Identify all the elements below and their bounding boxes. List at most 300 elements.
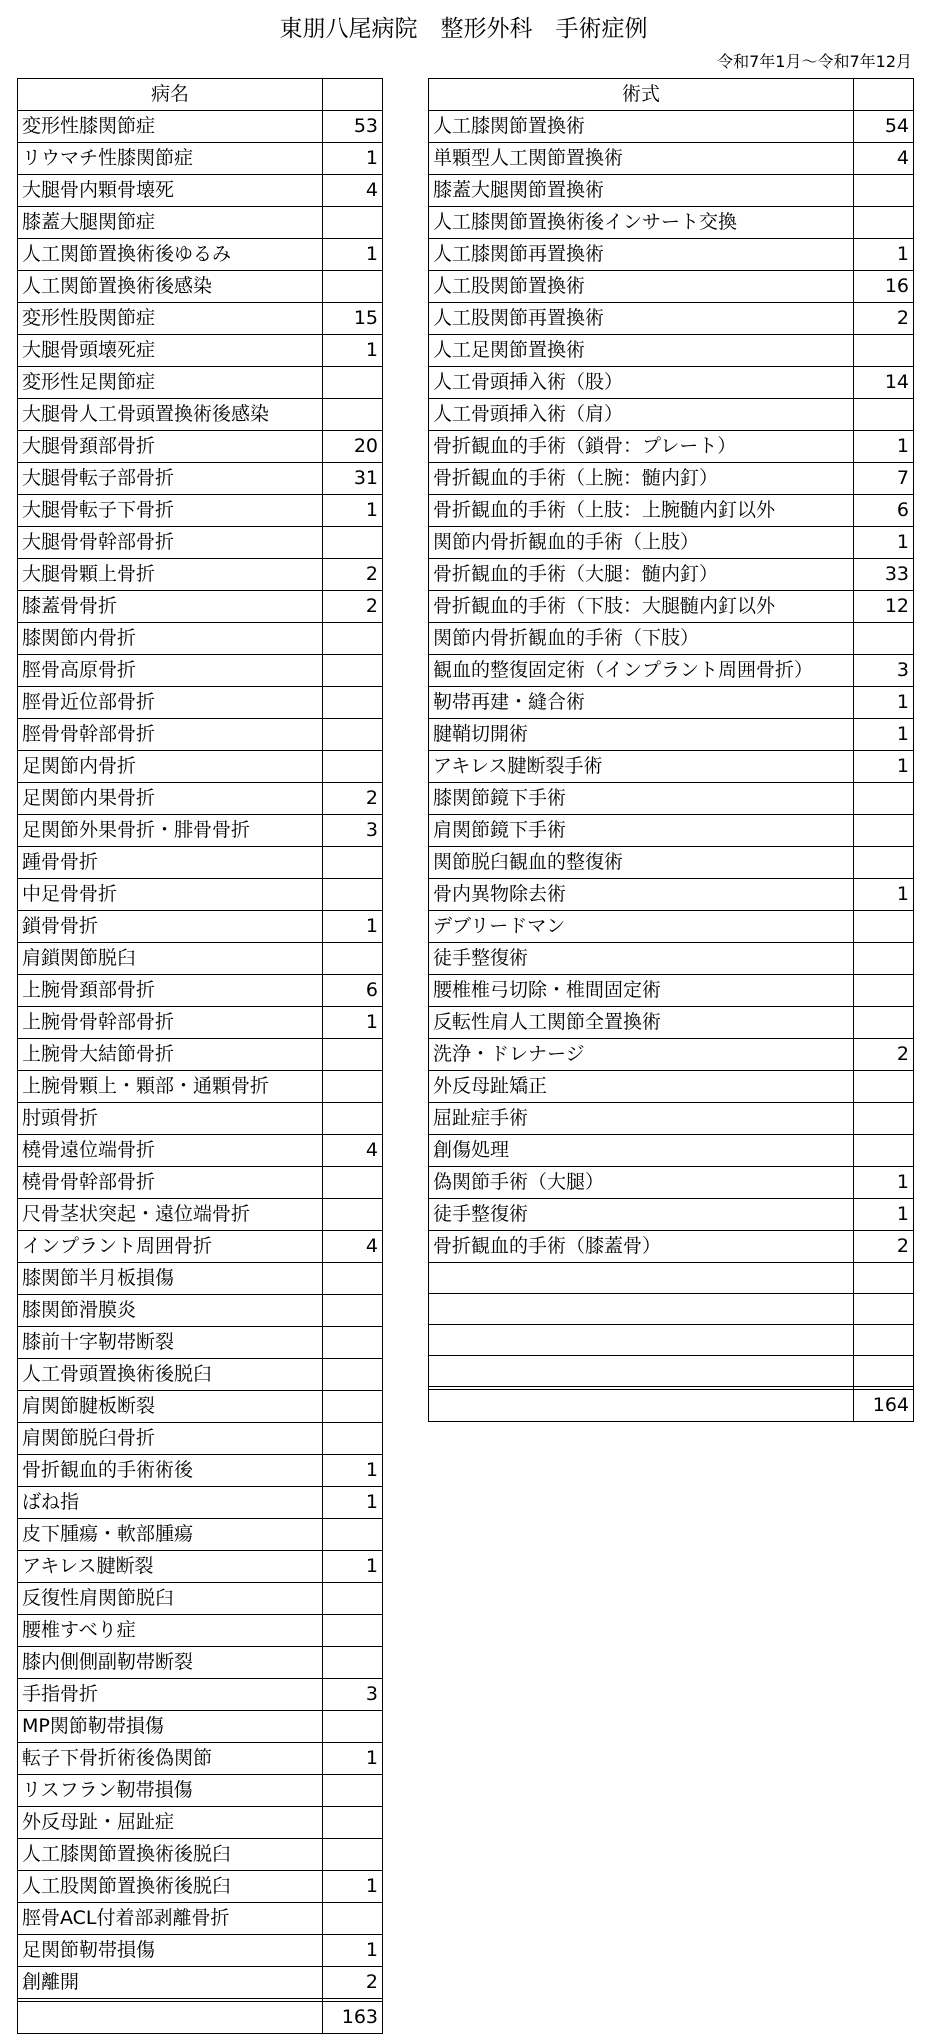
row-count-cell	[854, 1071, 914, 1103]
row-name-cell: 人工膝関節再置換術	[429, 239, 854, 271]
row-name-cell: 単顆型人工関節置換術	[429, 143, 854, 175]
row-name-cell: 人工膝関節置換術後インサート交換	[429, 207, 854, 239]
diagnosis-row	[18, 367, 383, 399]
total-label-cell	[429, 1390, 854, 1422]
diagnosis-row	[18, 1103, 383, 1135]
row-name-cell: 膝前十字靭帯断裂	[18, 1327, 323, 1359]
diagnosis-row	[18, 687, 383, 719]
row-count-cell	[323, 719, 383, 751]
row-name-cell: 膝関節内骨折	[18, 623, 323, 655]
row-count-cell: 54	[854, 111, 914, 143]
row-count-cell: 3	[323, 1679, 383, 1711]
row-count-cell	[323, 655, 383, 687]
diagnosis-row	[18, 1487, 383, 1519]
diagnosis-row	[18, 1327, 383, 1359]
row-count-cell	[323, 1295, 383, 1327]
row-count-cell	[323, 1327, 383, 1359]
row-name-cell: 人工骨頭挿入術（肩）	[429, 399, 854, 431]
procedure-row	[429, 1071, 914, 1103]
diagnosis-row	[18, 1135, 383, 1167]
procedure-row	[429, 911, 914, 943]
diagnosis-row	[18, 335, 383, 367]
row-count-cell: 53	[323, 111, 383, 143]
row-name-cell: アキレス腱断裂手術	[429, 751, 854, 783]
row-name-cell: 腰椎椎弓切除・椎間固定術	[429, 975, 854, 1007]
row-count-cell	[323, 1519, 383, 1551]
row-name-cell: 人工関節置換術後ゆるみ	[18, 239, 323, 271]
procedure-row	[429, 943, 914, 975]
row-count-cell	[323, 1583, 383, 1615]
diagnosis-row	[18, 879, 383, 911]
row-name-cell: 足関節内骨折	[18, 751, 323, 783]
diagnosis-row	[18, 943, 383, 975]
count-header	[854, 79, 914, 111]
diagnosis-row	[18, 271, 383, 303]
row-count-cell: 3	[323, 815, 383, 847]
row-name-cell: 大腿骨頭壊死症	[18, 335, 323, 367]
row-count-cell: 6	[323, 975, 383, 1007]
diagnosis-row	[18, 975, 383, 1007]
row-count-cell: 4	[854, 143, 914, 175]
row-count-cell	[323, 1039, 383, 1071]
row-count-cell	[323, 751, 383, 783]
row-count-cell: 1	[323, 335, 383, 367]
procedure-row	[429, 1167, 914, 1199]
row-name-cell: リスフラン靭帯損傷	[18, 1775, 323, 1807]
diagnosis-row	[18, 111, 383, 143]
row-name-cell: 骨折観血的手術（大腿：髄内釘）	[429, 559, 854, 591]
diagnosis-row	[18, 1007, 383, 1039]
procedure-header: 術式	[429, 79, 854, 111]
row-count-cell: 2	[854, 1039, 914, 1071]
procedure-row	[429, 879, 914, 911]
row-name-cell: 骨折観血的手術（下肢：大腿髄内釘以外	[429, 591, 854, 623]
procedure-row	[429, 751, 914, 783]
row-count-cell: 2	[323, 559, 383, 591]
row-count-cell	[323, 1807, 383, 1839]
diagnosis-row	[18, 1743, 383, 1775]
row-name-cell: 大腿骨転子下骨折	[18, 495, 323, 527]
procedure-row	[429, 655, 914, 687]
diagnosis-row	[18, 1871, 383, 1903]
diagnosis-row	[18, 1519, 383, 1551]
row-name-cell	[429, 1325, 854, 1356]
row-name-cell: 関節内骨折観血的手術（上肢）	[429, 527, 854, 559]
row-count-cell	[854, 1007, 914, 1039]
row-count-cell: 31	[323, 463, 383, 495]
procedure-row	[429, 367, 914, 399]
row-count-cell	[323, 1391, 383, 1423]
row-name-cell: 創傷処理	[429, 1135, 854, 1167]
row-count-cell	[323, 879, 383, 911]
row-name-cell: 脛骨骨幹部骨折	[18, 719, 323, 751]
total-count-cell: 163	[323, 2002, 383, 2034]
procedure-row	[429, 1103, 914, 1135]
procedure-row	[429, 783, 914, 815]
row-count-cell: 1	[854, 239, 914, 271]
row-count-cell	[854, 1356, 914, 1387]
row-name-cell: 観血的整復固定術（インプラント周囲骨折）	[429, 655, 854, 687]
row-name-cell: 膝内側側副靭帯断裂	[18, 1647, 323, 1679]
row-name-cell: 大腿骨顆上骨折	[18, 559, 323, 591]
row-name-cell: 変形性膝関節症	[18, 111, 323, 143]
row-count-cell: 1	[854, 527, 914, 559]
row-count-cell	[854, 1135, 914, 1167]
procedure-row	[429, 143, 914, 175]
diagnosis-row	[18, 1295, 383, 1327]
diagnosis-row	[18, 1231, 383, 1263]
row-count-cell	[854, 815, 914, 847]
row-count-cell	[854, 847, 914, 879]
row-name-cell: 変形性足関節症	[18, 367, 323, 399]
procedure-row	[429, 271, 914, 303]
row-name-cell: 転子下骨折術後偽関節	[18, 1743, 323, 1775]
row-count-cell	[323, 1359, 383, 1391]
row-count-cell: 2	[854, 303, 914, 335]
row-count-cell: 1	[323, 495, 383, 527]
procedure-row	[429, 1007, 914, 1039]
diagnosis-row	[18, 527, 383, 559]
row-name-cell: 大腿骨人工骨頭置換術後感染	[18, 399, 323, 431]
table-header-row	[429, 79, 914, 111]
procedure-row	[429, 847, 914, 879]
diagnosis-table	[17, 78, 383, 2034]
row-count-cell: 1	[854, 719, 914, 751]
row-count-cell: 1	[323, 1551, 383, 1583]
row-name-cell: 人工股関節置換術後脱臼	[18, 1871, 323, 1903]
row-name-cell: 人工股関節置換術	[429, 271, 854, 303]
procedure-row	[429, 335, 914, 367]
row-count-cell	[854, 175, 914, 207]
row-name-cell: 肩関節脱臼骨折	[18, 1423, 323, 1455]
diagnosis-row	[18, 655, 383, 687]
row-count-cell: 1	[854, 1199, 914, 1231]
count-header	[323, 79, 383, 111]
row-name-cell: 腰椎すべり症	[18, 1615, 323, 1647]
procedure-row	[429, 1231, 914, 1263]
row-count-cell	[323, 271, 383, 303]
row-name-cell: アキレス腱断裂	[18, 1551, 323, 1583]
row-name-cell: 脛骨近位部骨折	[18, 687, 323, 719]
row-count-cell	[323, 1423, 383, 1455]
row-name-cell: 大腿骨内顆骨壊死	[18, 175, 323, 207]
row-name-cell: 上腕骨大結節骨折	[18, 1039, 323, 1071]
row-count-cell: 4	[323, 1135, 383, 1167]
row-name-cell: 人工関節置換術後感染	[18, 271, 323, 303]
row-count-cell	[854, 1294, 914, 1325]
row-count-cell: 7	[854, 463, 914, 495]
row-count-cell	[323, 1615, 383, 1647]
diagnosis-row	[18, 815, 383, 847]
diagnosis-row	[18, 207, 383, 239]
diagnosis-row	[18, 239, 383, 271]
row-name-cell: 骨折観血的手術（上腕：髄内釘）	[429, 463, 854, 495]
diagnosis-row	[18, 1263, 383, 1295]
diagnosis-row	[18, 1711, 383, 1743]
procedure-row	[429, 431, 914, 463]
row-count-cell: 1	[854, 431, 914, 463]
row-count-cell: 14	[854, 367, 914, 399]
row-name-cell	[429, 1294, 854, 1325]
row-count-cell: 2	[323, 783, 383, 815]
procedure-row	[429, 1039, 914, 1071]
row-count-cell: 16	[854, 271, 914, 303]
diagnosis-row	[18, 1391, 383, 1423]
row-name-cell: 膝蓋大腿関節置換術	[429, 175, 854, 207]
diagnosis-row	[18, 1455, 383, 1487]
row-name-cell: 徒手整復術	[429, 1199, 854, 1231]
row-count-cell: 1	[854, 687, 914, 719]
row-name-cell: 外反母趾・屈趾症	[18, 1807, 323, 1839]
row-count-cell	[854, 911, 914, 943]
row-name-cell: 足関節外果骨折・腓骨骨折	[18, 815, 323, 847]
row-count-cell	[323, 687, 383, 719]
row-name-cell: 脛骨高原骨折	[18, 655, 323, 687]
procedure-row	[429, 495, 914, 527]
diagnosis-row	[18, 1903, 383, 1935]
diagnosis-row	[18, 431, 383, 463]
row-name-cell: 創離開	[18, 1967, 323, 1999]
row-count-cell	[854, 207, 914, 239]
row-count-cell	[323, 1775, 383, 1807]
diagnosis-row	[18, 175, 383, 207]
procedure-row	[429, 175, 914, 207]
diagnosis-row	[18, 1359, 383, 1391]
row-name-cell: 膝蓋大腿関節症	[18, 207, 323, 239]
row-name-cell: 屈趾症手術	[429, 1103, 854, 1135]
row-count-cell	[854, 1103, 914, 1135]
row-name-cell: 脛骨ACL付着部剥離骨折	[18, 1903, 323, 1935]
row-name-cell: 洗浄・ドレナージ	[429, 1039, 854, 1071]
row-count-cell	[854, 783, 914, 815]
diagnosis-row	[18, 559, 383, 591]
row-count-cell: 20	[323, 431, 383, 463]
page-title: 東朋八尾病院 整形外科 手術症例	[279, 16, 648, 42]
period-label: 令和7年1月～令和7年12月	[717, 52, 912, 71]
row-count-cell	[854, 623, 914, 655]
row-name-cell: 骨内異物除去術	[429, 879, 854, 911]
diagnosis-header: 病名	[18, 79, 323, 111]
row-count-cell	[323, 367, 383, 399]
row-name-cell: 橈骨骨幹部骨折	[18, 1167, 323, 1199]
row-name-cell: 膝関節半月板損傷	[18, 1263, 323, 1295]
row-name-cell: 肩関節鏡下手術	[429, 815, 854, 847]
row-count-cell: 1	[323, 911, 383, 943]
row-name-cell: 上腕骨頚部骨折	[18, 975, 323, 1007]
row-name-cell: 上腕骨骨幹部骨折	[18, 1007, 323, 1039]
procedure-row	[429, 559, 914, 591]
row-name-cell: 反復性肩関節脱臼	[18, 1583, 323, 1615]
row-name-cell: ばね指	[18, 1487, 323, 1519]
row-count-cell: 1	[323, 1487, 383, 1519]
row-name-cell: 肩関節腱板断裂	[18, 1391, 323, 1423]
row-count-cell	[854, 399, 914, 431]
diagnosis-row	[18, 911, 383, 943]
diagnosis-row	[18, 1071, 383, 1103]
row-name-cell: 大腿骨頚部骨折	[18, 431, 323, 463]
procedure-row	[429, 399, 914, 431]
row-count-cell	[323, 847, 383, 879]
diagnosis-row	[18, 751, 383, 783]
row-name-cell: 足関節靭帯損傷	[18, 1935, 323, 1967]
row-name-cell: 偽関節手術（大腿）	[429, 1167, 854, 1199]
row-count-cell	[323, 207, 383, 239]
row-count-cell: 1	[323, 143, 383, 175]
row-name-cell: インプラント周囲骨折	[18, 1231, 323, 1263]
total-row	[18, 2002, 383, 2034]
row-name-cell: 人工骨頭挿入術（股）	[429, 367, 854, 399]
row-name-cell: 手指骨折	[18, 1679, 323, 1711]
procedure-row	[429, 1325, 914, 1356]
row-name-cell: 足関節内果骨折	[18, 783, 323, 815]
row-name-cell: 中足骨骨折	[18, 879, 323, 911]
row-name-cell: 関節脱臼観血的整復術	[429, 847, 854, 879]
row-count-cell	[323, 1263, 383, 1295]
diagnosis-row	[18, 303, 383, 335]
row-name-cell: 上腕骨顆上・顆部・通顆骨折	[18, 1071, 323, 1103]
procedure-row	[429, 687, 914, 719]
procedure-row	[429, 239, 914, 271]
row-name-cell: 肘頭骨折	[18, 1103, 323, 1135]
row-name-cell: 尺骨茎状突起・遠位端骨折	[18, 1199, 323, 1231]
row-count-cell	[323, 399, 383, 431]
row-name-cell: リウマチ性膝関節症	[18, 143, 323, 175]
diagnosis-row	[18, 463, 383, 495]
row-count-cell	[854, 943, 914, 975]
diagnosis-row	[18, 1615, 383, 1647]
row-count-cell	[323, 1647, 383, 1679]
row-count-cell: 2	[323, 591, 383, 623]
row-name-cell: 靭帯再建・縫合術	[429, 687, 854, 719]
diagnosis-row	[18, 1967, 383, 1999]
row-count-cell: 12	[854, 591, 914, 623]
row-count-cell: 2	[854, 1231, 914, 1263]
diagnosis-row	[18, 1199, 383, 1231]
row-count-cell: 1	[323, 239, 383, 271]
procedure-row	[429, 1294, 914, 1325]
row-count-cell: 4	[323, 175, 383, 207]
row-count-cell: 1	[323, 1743, 383, 1775]
row-count-cell: 6	[854, 495, 914, 527]
row-count-cell: 1	[854, 751, 914, 783]
row-name-cell	[429, 1263, 854, 1294]
row-name-cell: 関節内骨折観血的手術（下肢）	[429, 623, 854, 655]
row-count-cell	[854, 975, 914, 1007]
row-name-cell: 反転性肩人工関節全置換術	[429, 1007, 854, 1039]
diagnosis-row	[18, 783, 383, 815]
row-name-cell: 人工足関節置換術	[429, 335, 854, 367]
procedure-row	[429, 207, 914, 239]
row-name-cell: 骨折観血的手術（鎖骨：プレート）	[429, 431, 854, 463]
diagnosis-row	[18, 1551, 383, 1583]
row-count-cell	[323, 527, 383, 559]
diagnosis-row	[18, 1167, 383, 1199]
row-count-cell	[323, 1903, 383, 1935]
row-name-cell: 骨折観血的手術（膝蓋骨）	[429, 1231, 854, 1263]
row-name-cell: 橈骨遠位端骨折	[18, 1135, 323, 1167]
row-count-cell: 1	[323, 1871, 383, 1903]
row-name-cell: 大腿骨転子部骨折	[18, 463, 323, 495]
row-name-cell	[429, 1356, 854, 1387]
diagnosis-row	[18, 143, 383, 175]
diagnosis-row	[18, 399, 383, 431]
procedure-row	[429, 623, 914, 655]
row-name-cell: 膝蓋骨骨折	[18, 591, 323, 623]
procedure-row	[429, 463, 914, 495]
row-name-cell: 膝関節滑膜炎	[18, 1295, 323, 1327]
row-name-cell: 踵骨骨折	[18, 847, 323, 879]
row-count-cell	[854, 335, 914, 367]
row-count-cell	[323, 1711, 383, 1743]
row-name-cell: 人工骨頭置換術後脱臼	[18, 1359, 323, 1391]
row-name-cell: MP関節靭帯損傷	[18, 1711, 323, 1743]
table-header-row	[18, 79, 383, 111]
diagnosis-row	[18, 1775, 383, 1807]
row-name-cell: 肩鎖関節脱臼	[18, 943, 323, 975]
row-count-cell: 2	[323, 1967, 383, 1999]
procedure-row	[429, 719, 914, 751]
row-count-cell	[323, 1167, 383, 1199]
procedure-row	[429, 303, 914, 335]
row-name-cell: 外反母趾矯正	[429, 1071, 854, 1103]
total-count-cell: 164	[854, 1390, 914, 1422]
row-name-cell: 徒手整復術	[429, 943, 854, 975]
diagnosis-row	[18, 1807, 383, 1839]
row-name-cell: 人工股関節再置換術	[429, 303, 854, 335]
row-name-cell: デブリードマン	[429, 911, 854, 943]
row-count-cell: 1	[854, 1167, 914, 1199]
diagnosis-row	[18, 1839, 383, 1871]
row-count-cell: 1	[854, 879, 914, 911]
diagnosis-row	[18, 1935, 383, 1967]
procedure-row	[429, 1263, 914, 1294]
procedure-row	[429, 1135, 914, 1167]
row-count-cell	[323, 943, 383, 975]
procedure-table	[428, 78, 914, 1422]
row-name-cell: 皮下腫瘍・軟部腫瘍	[18, 1519, 323, 1551]
diagnosis-row	[18, 495, 383, 527]
row-count-cell	[323, 1071, 383, 1103]
row-count-cell	[323, 1103, 383, 1135]
total-row	[429, 1390, 914, 1422]
diagnosis-row	[18, 719, 383, 751]
row-count-cell: 1	[323, 1455, 383, 1487]
procedure-row	[429, 527, 914, 559]
row-count-cell	[854, 1325, 914, 1356]
diagnosis-row	[18, 1039, 383, 1071]
row-count-cell	[323, 623, 383, 655]
row-count-cell	[854, 1263, 914, 1294]
row-name-cell: 人工膝関節置換術	[429, 111, 854, 143]
row-count-cell	[323, 1199, 383, 1231]
row-name-cell: 鎖骨骨折	[18, 911, 323, 943]
diagnosis-row	[18, 1583, 383, 1615]
procedure-row	[429, 111, 914, 143]
row-count-cell: 15	[323, 303, 383, 335]
diagnosis-row	[18, 847, 383, 879]
row-count-cell	[323, 1839, 383, 1871]
procedure-row	[429, 1199, 914, 1231]
row-name-cell: 腱鞘切開術	[429, 719, 854, 751]
procedure-row	[429, 815, 914, 847]
row-count-cell: 33	[854, 559, 914, 591]
total-label-cell	[18, 2002, 323, 2034]
row-name-cell: 膝関節鏡下手術	[429, 783, 854, 815]
diagnosis-row	[18, 1647, 383, 1679]
diagnosis-row	[18, 1423, 383, 1455]
row-count-cell: 1	[323, 1007, 383, 1039]
procedure-row	[429, 591, 914, 623]
